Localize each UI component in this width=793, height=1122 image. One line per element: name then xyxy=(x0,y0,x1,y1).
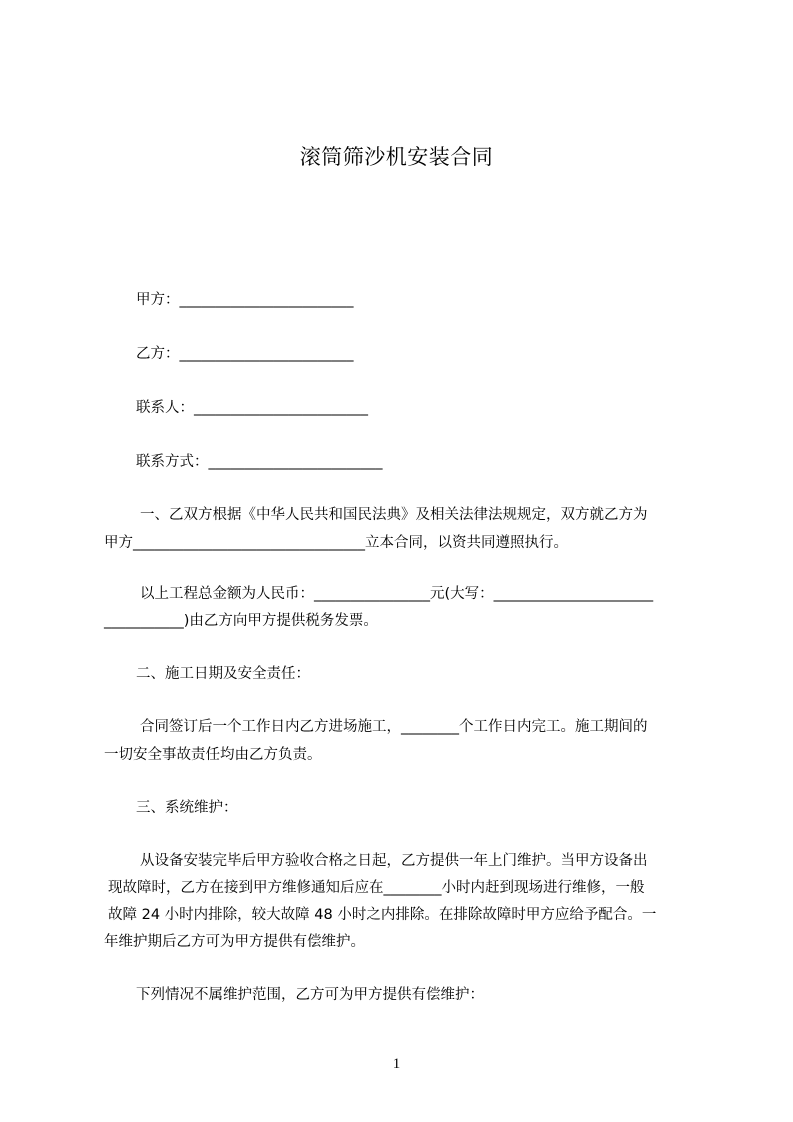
contact-person-field: 联系人：________________________ xyxy=(136,400,368,416)
contact-method-field: 联系方式：________________________ xyxy=(136,454,383,470)
section-3-line-3: 故障 24 小时内排除，较大故障 48 小时之内排除。在排除故障时甲方应给予配合。一 xyxy=(108,907,657,923)
document-title: 滚筒筛沙机安装合同 xyxy=(299,145,494,169)
party-a-field: 甲方：________________________ xyxy=(136,292,354,308)
clause-1-line-1: 一、乙双方根据《中华人民共和国民法典》及相关法律法规规定，双方就乙方为 xyxy=(140,507,648,523)
exclusion-intro: 下列情况不属维护范围，乙方可为甲方提供有偿维护： xyxy=(136,987,484,1003)
section-3-line-2: 现故障时，乙方在接到甲方维修通知后应在________小时内赶到现场进行维修，一般 xyxy=(108,880,645,896)
amount-line-1: 以上工程总金额为人民币：________________元(大写：______________________ xyxy=(140,586,654,602)
clause-1-line-2: 甲方________________________________立本合同，以资共同遵照执行。 xyxy=(104,535,568,551)
section-2-heading: 二、施工日期及安全责任： xyxy=(136,666,310,682)
section-3-heading: 三、系统维护： xyxy=(136,800,238,816)
section-3-line-1: 从设备安装完毕后甲方验收合格之日起，乙方提供一年上门维护。当甲方设备出 xyxy=(140,853,648,869)
party-b-field: 乙方：________________________ xyxy=(136,346,354,362)
page-number: 1 xyxy=(392,1056,401,1072)
section-3-line-4: 年维护期后乙方可为甲方提供有偿维护。 xyxy=(104,934,365,950)
section-2-line-2: 一切安全事故责任均由乙方负责。 xyxy=(104,747,322,763)
section-2-line-1: 合同签订后一个工作日内乙方进场施工，________个工作日内完工。施工期间的 xyxy=(140,719,648,735)
amount-line-2: ___________)由乙方向甲方提供税务发票。 xyxy=(104,613,378,629)
